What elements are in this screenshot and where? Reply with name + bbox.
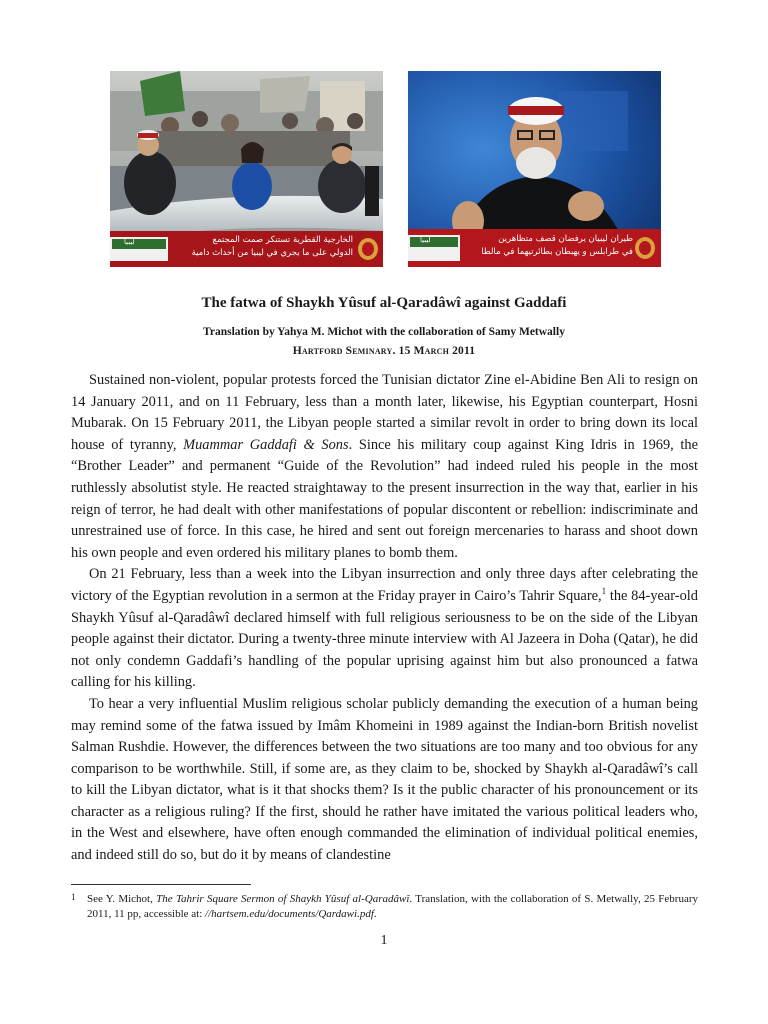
channel-badge: ليبيا bbox=[420, 236, 431, 244]
news-ticker-line: طيران ليبيان يرفضان قصف متظاهرين bbox=[498, 234, 633, 244]
cited-title: The Tahrir Square Sermon of Shaykh Yûsuf al-Qaradâwî bbox=[156, 893, 410, 905]
photo-shaykh-speaking bbox=[408, 71, 661, 267]
paragraph: Sustained non-violent, popular protests forced the Tunisian dictator Zine el-Abidine Ben Ali to resign on 14 January 2011, and on 11 February, less than a month later, likewise, his Egyptian counterpart, Hosni Mubarak. On 15 February 2011, the Libyan people started a similar revolt in order to bring down its local house of tyranny, Muammar Gaddafi & Sons. Since his military coup against King Idris in 1969, the “Brother Leader” and permanent “Guide of the Revolution” had indeed ruled his people in the most ruthlessly absolutist style. He reacted straightaway to the present insurrection in the way that, earlier in his reign of terror, he had dealt with other manifestations of popular discontent or rebellion: indiscriminate and unrestrained use of force. In this case, he hired and sent out foreign mercenaries to harass and shoot down his own people and even ordered his military planes to bomb them. bbox=[71, 372, 698, 561]
paragraph: On 21 February, less than a week into the Libyan insurrection and only three days after celebrating the victory of the Egyptian revolution in a sermon at the Friday prayer in Cairo’s Tahrir Square,$^1$ the 84-year-old Shaykh Yûsuf al-Qaradâwî declared himself with full religious seriousness to be on the side of the Libyan people against their dictator. During a twenty-three minute interview with Al Jazeera in Doha (Qatar), he did not only condemn Gaddafi’s handling of the popular uprising against him but also pronounced a fatwa calling for his killing. bbox=[71, 566, 698, 691]
article-body bbox=[71, 370, 698, 867]
footnote: 1 See Y. Michot, The Tahrir Square Sermon of Shaykh Yûsuf al-Qaradâwî. Translation, with the collaboration of S. Metwally, 25 February 2011, 11 pp, accessible at: //hartsem.edu/documents/Qardawi.pdf. bbox=[71, 892, 698, 920]
footnote-reference[interactable]: 1 bbox=[601, 586, 607, 597]
document-title: The fatwa of Shaykh Yûsuf al-Qaradâwî against Gaddafi bbox=[201, 295, 567, 311]
footnote-number: 1 bbox=[71, 892, 76, 902]
translation-credit: Translation by Yahya M. Michot with the collaboration of Samy Metwally bbox=[203, 326, 565, 338]
paragraph: To hear a very influential Muslim religious scholar publicly demanding the execution of a human being may remind some of the fatwa issued by Imâm Khomeini in 1989 against the Indian-born British novelist Salman Rushdie. However, the differences between the two situations are too many and too obvious for any comparison to be worthwhile. Still, if some are, as they claim to be, shocked by Shaykh al-Qaradâwî’s call to kill the Libyan dictator, what is it that shocks them? Is it the public character of his pronouncement or its character as a religious ruling? If the first, should he rather have imitated the various political leaders who, in the West and elsewhere, have often enough commanded the elimination of individual political enemies, and indeed still do so, but do it by means of clandestine bbox=[71, 695, 698, 864]
cited-url-link[interactable]: //hartsem.edu/documents/Qardawi.pdf bbox=[205, 908, 374, 920]
photo-al-jazeera-studio-panel bbox=[110, 71, 383, 267]
news-ticker-line: الخارجية القطرية تستنكر صمت المجتمع bbox=[212, 235, 353, 245]
emphasis: Muammar Gaddafi & Sons bbox=[183, 436, 349, 453]
page-number: 1 bbox=[380, 933, 388, 948]
footnote-divider bbox=[71, 884, 251, 885]
news-ticker-line: في طرابلس و يهبطان بطائرتيهما في مالطا bbox=[481, 247, 633, 257]
news-ticker-line: الدولي على ما يجري في ليبيا من أحداث دامية bbox=[191, 248, 353, 258]
affiliation-date: Hartford Seminary. 15 March 2011 bbox=[292, 345, 476, 357]
channel-badge: ليبيا bbox=[124, 238, 135, 246]
